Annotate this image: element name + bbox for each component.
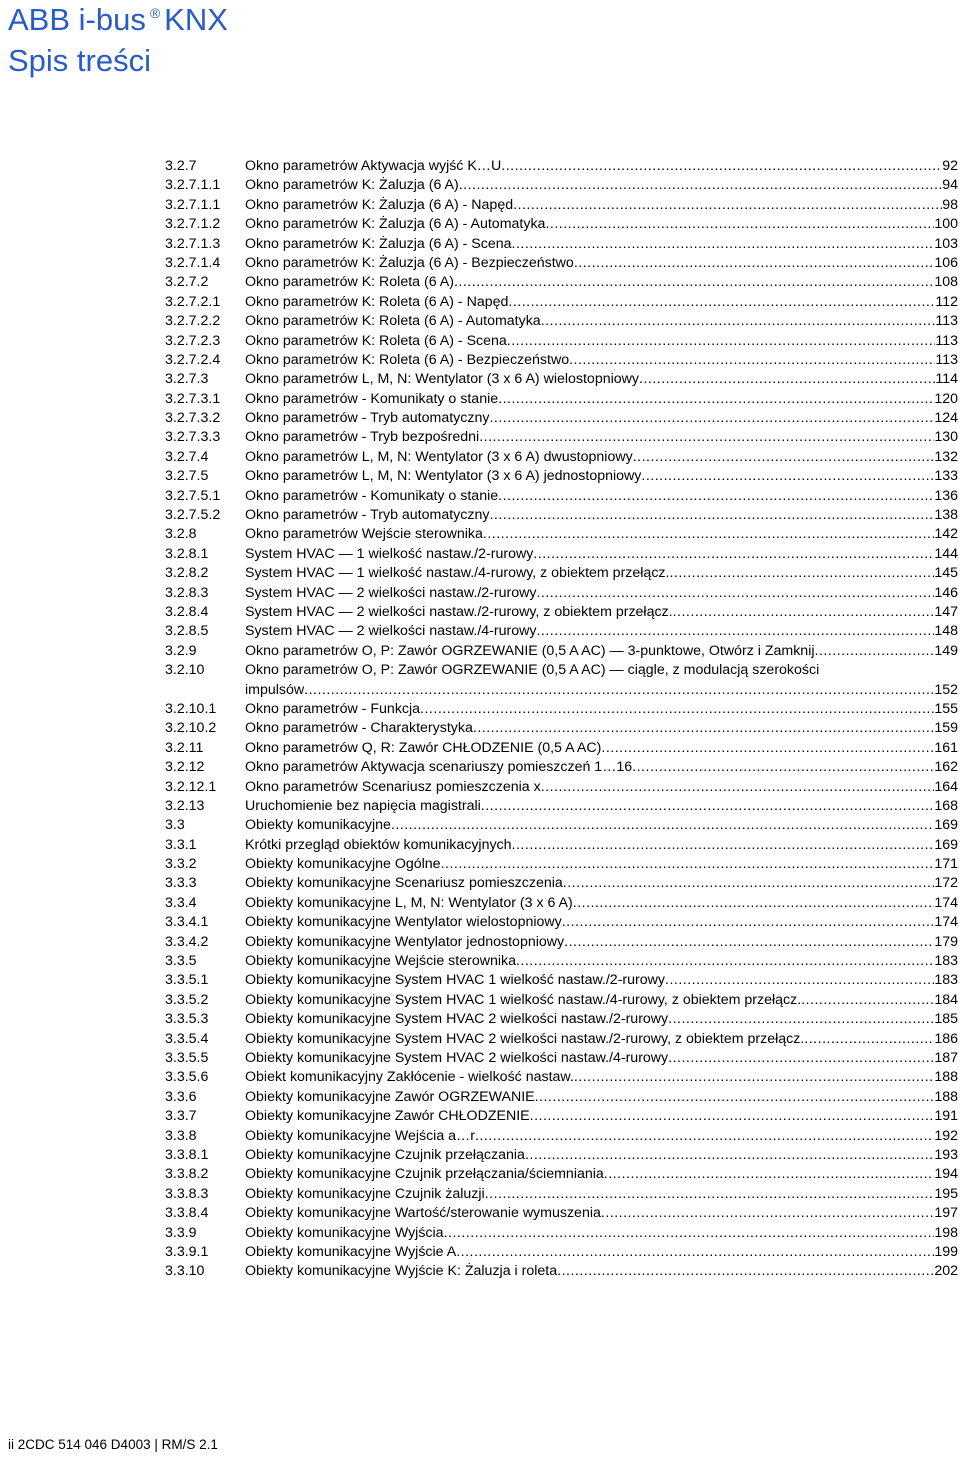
toc-entry-number: 3.2.7.3.3 bbox=[165, 429, 221, 446]
toc-entry-title: Okno parametrów Q, R: Zawór CHŁODZENIE (0,5 A AC) bbox=[245, 739, 602, 756]
toc-entry-number: 3.3.2 bbox=[165, 856, 197, 873]
toc-entry-title: Okno parametrów K: Roleta (6 A) - Automatyka bbox=[245, 313, 541, 330]
toc-entry-leader bbox=[245, 778, 934, 797]
toc-entry-title: Obiekty komunikacyjne Czujnik przełączania bbox=[245, 1146, 525, 1163]
toc-entry[interactable] bbox=[165, 273, 958, 292]
toc-entry-page: 148 bbox=[934, 623, 958, 640]
toc-entry-page: 183 bbox=[934, 953, 958, 970]
toc-entry[interactable] bbox=[165, 196, 958, 215]
toc-entry-leader bbox=[245, 642, 934, 661]
toc-entry-leader bbox=[245, 564, 934, 583]
toc-entry-page: 100 bbox=[934, 216, 958, 233]
toc-entry-title: Okno parametrów - Tryb bezpośredni bbox=[245, 429, 480, 446]
toc-entry-page: 171 bbox=[934, 856, 958, 873]
toc-entry-number: 3.2.7 bbox=[165, 158, 197, 174]
toc-entry-number: 3.2.11 bbox=[165, 739, 204, 756]
toc-entry-page: 113 bbox=[935, 332, 958, 349]
page-footer: ii 2CDC 514 046 D4003 | RM/S 2.1 bbox=[8, 1437, 218, 1452]
toc-entry[interactable] bbox=[165, 390, 958, 409]
toc-entry-page: 193 bbox=[934, 1146, 958, 1163]
toc-entry-title: Okno parametrów K: Roleta (6 A) bbox=[245, 274, 454, 291]
toc-entry[interactable] bbox=[165, 448, 958, 467]
toc-entry-leader bbox=[245, 1088, 934, 1107]
toc-entry-title: System HVAC — 2 wielkości nastaw./2-rurowy, z obiektem przełącz. bbox=[245, 603, 673, 620]
toc-entry-leader bbox=[245, 273, 934, 292]
toc-entry-title: Obiekty komunikacyjne Ogólne bbox=[245, 856, 441, 873]
toc-entry[interactable] bbox=[165, 971, 958, 990]
toc-entry-page: 130 bbox=[934, 429, 958, 446]
toc-entry[interactable] bbox=[165, 351, 958, 370]
toc-entry-leader bbox=[245, 874, 934, 893]
toc-entry-page: 155 bbox=[934, 700, 958, 717]
toc-entry-title: Okno parametrów Aktywacja scenariuszy pomieszczeń 1…16 bbox=[245, 759, 633, 776]
toc-entry-leader bbox=[245, 719, 934, 738]
toc-entry-title: Obiekty komunikacyjne bbox=[245, 817, 391, 834]
toc-entry-number: 3.2.7.3.1 bbox=[165, 390, 221, 407]
toc-entry-page: 152 bbox=[934, 681, 958, 698]
toc-entry-number: 3.2.13 bbox=[165, 797, 205, 814]
toc-entry-number: 3.3.1 bbox=[165, 836, 197, 853]
toc-entry-page: 195 bbox=[934, 1185, 958, 1202]
toc-entry[interactable] bbox=[165, 1127, 958, 1146]
toc-entry[interactable] bbox=[165, 622, 958, 641]
toc-entry-title: Obiekty komunikacyjne Wyjście A bbox=[245, 1243, 457, 1260]
toc-entry[interactable] bbox=[165, 215, 958, 234]
toc-entry[interactable] bbox=[165, 816, 958, 835]
toc-entry[interactable] bbox=[165, 1243, 958, 1262]
toc-entry-leader bbox=[245, 1127, 934, 1146]
toc-entry-page: 142 bbox=[934, 526, 958, 543]
toc-entry-leader bbox=[245, 1262, 934, 1281]
toc-entry-number: 3.2.7.3.2 bbox=[165, 410, 221, 427]
toc-entry-title: Okno parametrów K: Roleta (6 A) - Scena bbox=[245, 332, 507, 349]
toc-entry-leader bbox=[245, 952, 934, 971]
toc-entry-title: Krótki przegląd obiektów komunikacyjnych bbox=[245, 836, 512, 853]
toc-entry-leader bbox=[245, 913, 934, 932]
toc-entry-number: 3.2.8.5 bbox=[165, 623, 209, 640]
toc-entry[interactable] bbox=[165, 409, 958, 428]
toc-entry-leader bbox=[245, 525, 934, 544]
toc-entry[interactable] bbox=[165, 564, 958, 583]
toc-entry-page: 149 bbox=[934, 642, 958, 659]
toc-entry-leader bbox=[245, 506, 934, 525]
toc-entry[interactable] bbox=[165, 1146, 958, 1165]
toc-entry-title: Okno parametrów Wejście sterownika bbox=[245, 526, 483, 543]
toc-entry-page: 191 bbox=[934, 1108, 958, 1125]
toc-entry-page: 92 bbox=[942, 158, 958, 174]
toc-entry[interactable] bbox=[165, 176, 958, 195]
toc-entry[interactable] bbox=[165, 1107, 958, 1126]
toc-entry[interactable] bbox=[165, 545, 958, 564]
toc-entry-number: 3.2.10 bbox=[165, 662, 205, 679]
toc-entry-number: 3.2.7.4 bbox=[165, 448, 209, 465]
toc-entry[interactable] bbox=[165, 1224, 958, 1243]
toc-entry-page: 194 bbox=[934, 1166, 958, 1183]
toc-entry-page: 138 bbox=[934, 507, 958, 524]
toc-entry-title: Okno parametrów - Komunikaty o stanie bbox=[245, 390, 499, 407]
toc-entry-leader bbox=[245, 1224, 934, 1243]
toc-entry-page: 187 bbox=[934, 1049, 958, 1066]
toc-entry-leader bbox=[245, 390, 934, 409]
toc-entry-title: Okno parametrów - Tryb automatyczny bbox=[245, 507, 490, 524]
toc-entry[interactable] bbox=[165, 778, 958, 797]
toc-entry[interactable] bbox=[165, 370, 958, 389]
toc-entry[interactable] bbox=[165, 661, 958, 700]
toc-entry-page: 169 bbox=[934, 817, 958, 834]
toc-entry-page: 132 bbox=[934, 448, 958, 465]
toc-entry-number: 3.3.5.1 bbox=[165, 972, 209, 989]
toc-entry-number: 3.2.7.2.3 bbox=[165, 332, 221, 349]
toc-entry-page: 202 bbox=[934, 1263, 958, 1280]
toc-entry-title: Okno parametrów O, P: Zawór OGRZEWANIE (0,5 A AC) — ciągle, z modulacją szerokości bbox=[245, 662, 820, 679]
toc-entry-page: 174 bbox=[934, 894, 958, 911]
registered-mark: ® bbox=[149, 5, 161, 21]
toc-entry-leader bbox=[245, 157, 942, 176]
toc-entry-page: 159 bbox=[934, 720, 958, 737]
toc-entry-leader bbox=[245, 1204, 934, 1223]
toc-entry-page: 112 bbox=[935, 293, 958, 310]
toc-entry-title: Okno parametrów K: Żaluzja (6 A) - Napęd bbox=[245, 196, 514, 213]
toc-entry-title: Obiekty komunikacyjne Zawór CHŁODZENIE bbox=[245, 1108, 530, 1125]
toc-entry-number: 3.3.5 bbox=[165, 953, 197, 970]
toc-entry-number: 3.2.7.2 bbox=[165, 274, 209, 291]
toc-entry-number: 3.3.5.3 bbox=[165, 1011, 209, 1028]
toc-entry-number: 3.2.7.1.4 bbox=[165, 254, 221, 271]
toc-entry[interactable] bbox=[165, 506, 958, 525]
toc-entry-leader bbox=[245, 991, 934, 1010]
toc-entry[interactable] bbox=[165, 642, 958, 661]
toc-entry[interactable] bbox=[165, 1262, 958, 1281]
toc-entry-leader bbox=[245, 312, 935, 331]
toc-entry-title: System HVAC — 1 wielkość nastaw./4-rurowy, z obiektem przełącz. bbox=[245, 565, 670, 582]
page-title: Spis treści bbox=[8, 43, 151, 78]
toc-entry-page: 120 bbox=[934, 390, 958, 407]
toc-entry-number: 3.3.9 bbox=[165, 1224, 197, 1241]
toc-entry[interactable] bbox=[165, 1204, 958, 1223]
toc-entry-leader bbox=[245, 487, 934, 506]
toc-entry-title: Obiekty komunikacyjne L, M, N: Wentylator (3 x 6 A) bbox=[245, 894, 573, 911]
toc-entry-title: System HVAC — 1 wielkość nastaw./2-rurowy bbox=[245, 545, 534, 562]
toc-entry-leader bbox=[245, 758, 934, 777]
toc-entry-number: 3.3.5.6 bbox=[165, 1069, 209, 1086]
toc-entry-number: 3.2.8.1 bbox=[165, 545, 209, 562]
toc-entry-title: Uruchomienie bez napięcia magistrali bbox=[245, 797, 481, 814]
toc-entry[interactable] bbox=[165, 525, 958, 544]
toc-entry-number: 3.2.8.3 bbox=[165, 584, 209, 601]
toc-entry[interactable] bbox=[165, 467, 958, 486]
toc-entry[interactable] bbox=[165, 584, 958, 603]
toc-entry-leader bbox=[245, 293, 935, 312]
toc-entry-leader bbox=[245, 254, 934, 273]
toc-entry-number: 3.3.9.1 bbox=[165, 1243, 209, 1260]
toc-entry[interactable] bbox=[165, 332, 958, 351]
toc-entry-number: 3.2.7.2.1 bbox=[165, 293, 221, 310]
toc-entry-page: 164 bbox=[934, 778, 958, 795]
table-of-contents bbox=[165, 157, 958, 1282]
toc-entry[interactable] bbox=[165, 1049, 958, 1068]
toc-entry-title: Obiekty komunikacyjne System HVAC 2 wielkości nastaw./2-rurowy bbox=[245, 1011, 669, 1028]
toc-entry-leader bbox=[245, 622, 934, 641]
toc-entry[interactable] bbox=[165, 1165, 958, 1184]
toc-entry-title: Obiekty komunikacyjne Wejścia a…r bbox=[245, 1127, 475, 1144]
toc-entry-page: 124 bbox=[934, 410, 958, 427]
toc-entry-title: Okno parametrów L, M, N: Wentylator (3 x 6 A) wielostopniowy bbox=[245, 371, 639, 388]
toc-entry-leader bbox=[245, 933, 934, 952]
toc-entry-number: 3.2.9 bbox=[165, 642, 197, 659]
toc-entry-leader bbox=[245, 545, 934, 564]
toc-entry-title: Obiekty komunikacyjne Wartość/sterowanie wymuszenia bbox=[245, 1205, 601, 1222]
toc-entry-page: 184 bbox=[934, 991, 958, 1008]
toc-entry-number: 3.3.4.2 bbox=[165, 933, 209, 950]
toc-entry-page: 168 bbox=[934, 797, 958, 814]
toc-entry-page: 162 bbox=[934, 759, 958, 776]
toc-entry[interactable] bbox=[165, 1068, 958, 1087]
toc-entry[interactable] bbox=[165, 235, 958, 254]
toc-entry-number: 3.3.10 bbox=[165, 1263, 205, 1280]
toc-entry[interactable] bbox=[165, 991, 958, 1010]
toc-entry-title: System HVAC — 2 wielkości nastaw./4-rurowy bbox=[245, 623, 537, 640]
toc-entry-page: 192 bbox=[934, 1127, 958, 1144]
toc-entry-title: Okno parametrów Scenariusz pomieszczenia x bbox=[245, 778, 541, 795]
brand-suffix: KNX bbox=[164, 2, 228, 37]
toc-entry-number: 3.3.8.2 bbox=[165, 1166, 209, 1183]
toc-entry-number: 3.3.5.5 bbox=[165, 1049, 209, 1066]
toc-entry-number: 3.3.4 bbox=[165, 894, 197, 911]
toc-entry-number: 3.3.8.4 bbox=[165, 1205, 209, 1222]
toc-entry-title: Obiekty komunikacyjne Wentylator jednostopniowy bbox=[245, 933, 565, 950]
toc-entry-number: 3.3.6 bbox=[165, 1088, 197, 1105]
toc-entry-title: Obiekty komunikacyjne System HVAC 2 wielkości nastaw./4-rurowy bbox=[245, 1049, 669, 1066]
toc-entry-title: Obiekty komunikacyjne Czujnik żaluzji bbox=[245, 1185, 485, 1202]
toc-entry-number: 3.2.7.1.2 bbox=[165, 216, 221, 233]
toc-entry[interactable] bbox=[165, 894, 958, 913]
toc-entry-page: 172 bbox=[934, 875, 958, 892]
toc-entry-title: Okno parametrów K: Żaluzja (6 A) bbox=[245, 177, 459, 194]
toc-entry-page: 136 bbox=[934, 487, 958, 504]
toc-entry[interactable] bbox=[165, 1010, 958, 1029]
toc-entry-title: Okno parametrów K: Roleta (6 A) - Napęd bbox=[245, 293, 509, 310]
toc-entry-leader bbox=[245, 1146, 934, 1165]
toc-entry-title: Obiekt komunikacyjny Zakłócenie - wielkość nastaw. bbox=[245, 1069, 574, 1086]
toc-entry-leader bbox=[245, 351, 935, 370]
toc-entry-title: Obiekty komunikacyjne Wyjścia bbox=[245, 1224, 444, 1241]
toc-entry-number: 3.2.8.2 bbox=[165, 565, 209, 582]
toc-entry[interactable] bbox=[165, 1030, 958, 1049]
toc-entry-number: 3.3.5.2 bbox=[165, 991, 209, 1008]
toc-entry-number: 3.3.8.1 bbox=[165, 1146, 209, 1163]
toc-entry-leader bbox=[245, 196, 942, 215]
toc-entry[interactable] bbox=[165, 700, 958, 719]
toc-entry[interactable] bbox=[165, 1185, 958, 1204]
toc-entry-title: Okno parametrów K: Roleta (6 A) - Bezpieczeństwo bbox=[245, 351, 570, 368]
toc-entry-leader bbox=[245, 739, 934, 758]
toc-entry-number: 3.3.7 bbox=[165, 1108, 197, 1125]
toc-entry-page: 161 bbox=[934, 739, 958, 756]
toc-entry-leader bbox=[245, 332, 935, 351]
toc-entry-title: Okno parametrów - Funkcja bbox=[245, 700, 421, 717]
toc-entry-leader bbox=[245, 428, 934, 447]
toc-entry[interactable] bbox=[165, 836, 958, 855]
toc-entry[interactable] bbox=[165, 758, 958, 777]
toc-entry-title: Okno parametrów K: Żaluzja (6 A) - Bezpieczeństwo bbox=[245, 254, 574, 271]
toc-entry-title: Okno parametrów - Komunikaty o stanie bbox=[245, 487, 499, 504]
toc-entry-leader bbox=[245, 409, 934, 428]
toc-entry[interactable] bbox=[165, 874, 958, 893]
toc-entry-leader bbox=[245, 700, 934, 719]
toc-entry[interactable] bbox=[165, 293, 958, 312]
toc-entry-title: Obiekty komunikacyjne System HVAC 1 wielkość nastaw./2-rurowy bbox=[245, 972, 665, 989]
toc-entry[interactable] bbox=[165, 157, 958, 176]
toc-entry[interactable] bbox=[165, 487, 958, 506]
toc-entry-leader bbox=[245, 971, 934, 990]
brand-name: ABB i-bus bbox=[8, 2, 146, 37]
toc-entry-number: 3.2.7.1.3 bbox=[165, 235, 221, 252]
toc-entry[interactable] bbox=[165, 603, 958, 622]
toc-entry-leader bbox=[245, 1010, 934, 1029]
toc-entry-page: 169 bbox=[934, 836, 958, 853]
toc-entry-title: Okno parametrów Aktywacja wyjść K…U bbox=[245, 158, 502, 174]
toc-entry[interactable] bbox=[165, 933, 958, 952]
toc-entry-title: Okno parametrów - Tryb automatyczny bbox=[245, 410, 490, 427]
toc-entry-page: 98 bbox=[942, 196, 958, 213]
toc-entry-title: System HVAC — 2 wielkości nastaw./2-rurowy bbox=[245, 584, 537, 601]
toc-entry-number: 3.2.8.4 bbox=[165, 603, 209, 620]
toc-entry-page: 147 bbox=[934, 603, 958, 620]
toc-entry-leader bbox=[245, 1107, 934, 1126]
toc-entry-leader bbox=[245, 894, 934, 913]
toc-entry-leader bbox=[245, 176, 942, 195]
toc-entry-leader bbox=[245, 1165, 934, 1184]
toc-entry-number: 3.3.3 bbox=[165, 875, 197, 892]
toc-entry-number: 3.3 bbox=[165, 817, 185, 834]
toc-entry-number: 3.2.8 bbox=[165, 526, 197, 543]
toc-entry-page: 133 bbox=[934, 468, 958, 485]
toc-entry-page: 106 bbox=[934, 254, 958, 271]
toc-entry-leader bbox=[245, 816, 934, 835]
toc-entry-number: 3.2.7.2.4 bbox=[165, 351, 221, 368]
toc-entry-title: Obiekty komunikacyjne Zawór OGRZEWANIE bbox=[245, 1088, 535, 1105]
toc-entry-number: 3.2.10.1 bbox=[165, 700, 217, 717]
toc-entry-leader bbox=[245, 1030, 934, 1049]
toc-entry-page: 186 bbox=[934, 1030, 958, 1047]
toc-entry[interactable] bbox=[165, 855, 958, 874]
toc-entry-title: Obiekty komunikacyjne Wyjście K: Żaluzja i roleta bbox=[245, 1263, 558, 1280]
toc-entry-leader bbox=[245, 215, 934, 234]
toc-entry[interactable] bbox=[165, 952, 958, 971]
toc-entry-leader bbox=[245, 448, 934, 467]
toc-entry[interactable] bbox=[165, 428, 958, 447]
toc-entry-title: Okno parametrów - Charakterystyka bbox=[245, 720, 473, 737]
toc-entry-leader bbox=[245, 603, 934, 622]
toc-entry-page: 188 bbox=[934, 1069, 958, 1086]
toc-entry-page: 145 bbox=[934, 565, 958, 582]
toc-entry-leader bbox=[245, 467, 934, 486]
toc-entry[interactable] bbox=[165, 797, 958, 816]
toc-entry-leader bbox=[245, 1243, 934, 1262]
toc-entry-page: 146 bbox=[934, 584, 958, 601]
toc-entry-page: 185 bbox=[934, 1011, 958, 1028]
toc-entry-title: Obiekty komunikacyjne Wejście sterownika bbox=[245, 953, 516, 970]
toc-entry-leader bbox=[245, 1185, 934, 1204]
toc-entry-title: Obiekty komunikacyjne Wentylator wielostopniowy bbox=[245, 914, 562, 931]
toc-entry-page: 113 bbox=[935, 351, 958, 368]
toc-entry-leader bbox=[245, 855, 934, 874]
toc-entry-title-line2: impulsów bbox=[245, 681, 305, 698]
toc-entry[interactable] bbox=[165, 719, 958, 738]
toc-entry-title: Okno parametrów L, M, N: Wentylator (3 x 6 A) jednostopniowy bbox=[245, 468, 642, 485]
toc-entry-leader bbox=[245, 584, 934, 603]
document-header bbox=[8, 0, 228, 81]
toc-entry-page: 199 bbox=[934, 1243, 958, 1260]
toc-entry-page: 188 bbox=[934, 1088, 958, 1105]
toc-entry-number: 3.2.12 bbox=[165, 759, 205, 776]
toc-entry-leader bbox=[245, 797, 934, 816]
toc-entry[interactable] bbox=[165, 1088, 958, 1107]
toc-entry-leader bbox=[245, 1068, 934, 1087]
toc-entry-page: 103 bbox=[934, 235, 958, 252]
toc-entry-page: 183 bbox=[934, 972, 958, 989]
toc-entry-page: 179 bbox=[934, 933, 958, 950]
toc-entry-title: Okno parametrów K: Żaluzja (6 A) - Scena bbox=[245, 235, 512, 252]
brand-title bbox=[8, 0, 228, 45]
toc-entry-number: 3.3.4.1 bbox=[165, 914, 209, 931]
toc-entry-number: 3.2.7.1.1 bbox=[165, 196, 221, 213]
toc-entry-number: 3.2.7.1.1 bbox=[165, 177, 221, 194]
toc-entry-title: Obiekty komunikacyjne System HVAC 1 wielkość nastaw./4-rurowy, z obiektem przełącz. bbox=[245, 991, 802, 1008]
toc-entry-number: 3.2.12.1 bbox=[165, 778, 217, 795]
toc-entry[interactable] bbox=[165, 913, 958, 932]
toc-entry-number: 3.2.7.5.1 bbox=[165, 487, 221, 504]
toc-entry-title: Obiekty komunikacyjne System HVAC 2 wielkości nastaw./2-rurowy, z obiektem przełącz. bbox=[245, 1030, 805, 1047]
toc-entry-page: 94 bbox=[942, 177, 958, 194]
toc-entry-page: 113 bbox=[935, 313, 958, 330]
toc-entry-leader bbox=[245, 370, 935, 389]
toc-entry-page: 197 bbox=[934, 1205, 958, 1222]
toc-entry-number: 3.2.7.3 bbox=[165, 371, 209, 388]
toc-entry-page: 174 bbox=[934, 914, 958, 931]
toc-entry-number: 3.3.5.4 bbox=[165, 1030, 209, 1047]
toc-entry-title-continued bbox=[245, 681, 934, 700]
toc-entry-title: Obiekty komunikacyjne Scenariusz pomieszczenia bbox=[245, 875, 563, 892]
toc-entry-number: 3.3.8 bbox=[165, 1127, 197, 1144]
toc-entry-number: 3.2.7.5 bbox=[165, 468, 209, 485]
toc-entry-title: Obiekty komunikacyjne Czujnik przełączania/ściemniania bbox=[245, 1166, 604, 1183]
toc-entry-leader bbox=[245, 235, 934, 254]
toc-entry-page: 198 bbox=[934, 1224, 958, 1241]
toc-entry-number: 3.2.7.5.2 bbox=[165, 507, 221, 524]
toc-entry-title: Okno parametrów K: Żaluzja (6 A) - Automatyka bbox=[245, 216, 546, 233]
toc-entry-number: 3.2.7.2.2 bbox=[165, 313, 221, 330]
toc-entry-leader bbox=[245, 836, 934, 855]
toc-entry-number: 3.2.10.2 bbox=[165, 720, 217, 737]
toc-entry-leader bbox=[245, 1049, 934, 1068]
toc-entry-page: 114 bbox=[935, 371, 958, 388]
toc-entry-page: 108 bbox=[934, 274, 958, 291]
toc-entry-title: Okno parametrów L, M, N: Wentylator (3 x 6 A) dwustopniowy bbox=[245, 448, 633, 465]
toc-entry-number: 3.3.8.3 bbox=[165, 1185, 209, 1202]
toc-entry-page: 144 bbox=[934, 545, 958, 562]
toc-entry-title: Okno parametrów O, P: Zawór OGRZEWANIE (0,5 A AC) — 3-punktowe, Otwórz i Zamknij bbox=[245, 642, 815, 659]
toc-entry[interactable] bbox=[165, 254, 958, 273]
toc-entry[interactable] bbox=[165, 739, 958, 758]
toc-entry[interactable] bbox=[165, 312, 958, 331]
